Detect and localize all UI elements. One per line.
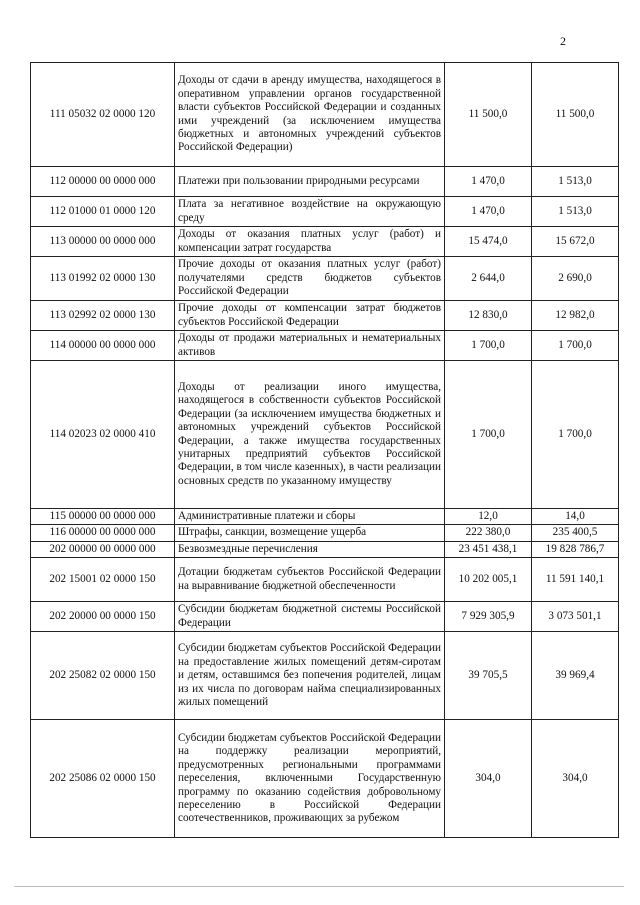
amount-year-2: 304,0: [532, 720, 619, 838]
amount-year-1: 2 644,0: [445, 257, 532, 301]
table-row: [31, 331, 619, 361]
revenue-name: Штрафы, санкции, возмещение ущерба: [175, 525, 445, 541]
revenue-name: Прочие доходы от оказания платных услуг (работ) получателями средств бюджетов субъектов Российской Федерации: [175, 257, 445, 301]
revenue-name: Субсидии бюджетам субъектов Российской Федерации на предоставление жилых помещений детям-сиротам и детям, оставшимся без попечения родителей, лицам из их числа по договорам найма специализированных жилых помещений: [175, 632, 445, 720]
revenue-name: Платежи при пользовании природными ресурсами: [175, 167, 445, 197]
table-row: [31, 632, 619, 720]
table-row: [31, 541, 619, 557]
amount-year-1: 1 470,0: [445, 197, 532, 227]
amount-year-2: 15 672,0: [532, 227, 619, 257]
budget-code: 116 00000 00 0000 000: [31, 525, 175, 541]
amount-year-1: 1 470,0: [445, 167, 532, 197]
amount-year-2: 39 969,4: [532, 632, 619, 720]
amount-year-2: 1 700,0: [532, 361, 619, 509]
table-row: [31, 197, 619, 227]
budget-code: 114 02023 02 0000 410: [31, 361, 175, 509]
budget-code: 112 00000 00 0000 000: [31, 167, 175, 197]
budget-code: 202 20000 00 0000 150: [31, 602, 175, 632]
amount-year-1: 10 202 005,1: [445, 558, 532, 602]
amount-year-2: 1 513,0: [532, 167, 619, 197]
amount-year-1: 12,0: [445, 509, 532, 525]
amount-year-2: 11 591 140,1: [532, 558, 619, 602]
amount-year-1: 11 500,0: [445, 63, 532, 167]
amount-year-1: 1 700,0: [445, 361, 532, 509]
table-row: [31, 301, 619, 331]
amount-year-1: 222 380,0: [445, 525, 532, 541]
amount-year-2: 19 828 786,7: [532, 541, 619, 557]
table-row: [31, 361, 619, 509]
amount-year-1: 15 474,0: [445, 227, 532, 257]
revenue-name: Дотации бюджетам субъектов Российской Федерации на выравнивание бюджетной обеспеченности: [175, 558, 445, 602]
table-row: [31, 525, 619, 541]
table-row: [31, 720, 619, 838]
revenue-name: Прочие доходы от компенсации затрат бюджетов субъектов Российской Федерации: [175, 301, 445, 331]
amount-year-2: 1 513,0: [532, 197, 619, 227]
amount-year-2: 235 400,5: [532, 525, 619, 541]
amount-year-2: 2 690,0: [532, 257, 619, 301]
budget-code: 202 25082 02 0000 150: [31, 632, 175, 720]
budget-code: 202 15001 02 0000 150: [31, 558, 175, 602]
budget-code: 114 00000 00 0000 000: [31, 331, 175, 361]
amount-year-2: 14,0: [532, 509, 619, 525]
budget-code: 111 05032 02 0000 120: [31, 63, 175, 167]
table-row: [31, 167, 619, 197]
amount-year-1: 1 700,0: [445, 331, 532, 361]
revenue-name: Субсидии бюджетам субъектов Российской Федерации на поддержку реализации мероприятий, предусмотренных региональными программами переселения, включенными Государственную программу по оказанию содействия добровольному переселению в Российской Федерации соотечественников, проживающих за рубежом: [175, 720, 445, 838]
table-row: [31, 63, 619, 167]
amount-year-1: 23 451 438,1: [445, 541, 532, 557]
revenue-name: Доходы от реализации иного имущества, находящегося в собственности субъектов Российской Федерации (за исключением имущества бюджетных и автономных учреждений субъектов Российской Федерации, а также имущества государственных унитарных предприятий субъектов Российской Федерации, в том числе казенных), в части реализации основных средств по указанному имуществу: [175, 361, 445, 509]
budget-code: 115 00000 00 0000 000: [31, 509, 175, 525]
revenue-name: Доходы от сдачи в аренду имущества, находящегося в оперативном управлении органов государственной власти субъектов Российской Федерации и созданных ими учреждений (за исключением имущества бюджетных и автономных учреждений субъектов Российской Федерации): [175, 63, 445, 167]
revenue-name: Доходы от продажи материальных и нематериальных активов: [175, 331, 445, 361]
revenue-name: Плата за негативное воздействие на окружающую среду: [175, 197, 445, 227]
table-row: [31, 558, 619, 602]
budget-code: 112 01000 01 0000 120: [31, 197, 175, 227]
revenue-table: [30, 62, 619, 838]
revenue-name: Субсидии бюджетам бюджетной системы Российской Федерации: [175, 602, 445, 632]
budget-code: 202 00000 00 0000 000: [31, 541, 175, 557]
budget-code: 113 00000 00 0000 000: [31, 227, 175, 257]
table-row: [31, 602, 619, 632]
budget-code: 202 25086 02 0000 150: [31, 720, 175, 838]
table-row: [31, 509, 619, 525]
amount-year-2: 3 073 501,1: [532, 602, 619, 632]
revenue-name: Административные платежи и сборы: [175, 509, 445, 525]
amount-year-1: 39 705,5: [445, 632, 532, 720]
amount-year-2: 11 500,0: [532, 63, 619, 167]
revenue-name: Доходы от оказания платных услуг (работ) и компенсации затрат государства: [175, 227, 445, 257]
amount-year-1: 12 830,0: [445, 301, 532, 331]
amount-year-1: 304,0: [445, 720, 532, 838]
revenue-name: Безвозмездные перечисления: [175, 541, 445, 557]
page-number: 2: [560, 34, 566, 48]
table-row: [31, 257, 619, 301]
table-row: [31, 227, 619, 257]
budget-code: 113 02992 02 0000 130: [31, 301, 175, 331]
amount-year-2: 1 700,0: [532, 331, 619, 361]
budget-code: 113 01992 02 0000 130: [31, 257, 175, 301]
amount-year-1: 7 929 305,9: [445, 602, 532, 632]
revenue-table-body: [31, 63, 619, 838]
scan-artifact-line: [14, 886, 624, 887]
amount-year-2: 12 982,0: [532, 301, 619, 331]
